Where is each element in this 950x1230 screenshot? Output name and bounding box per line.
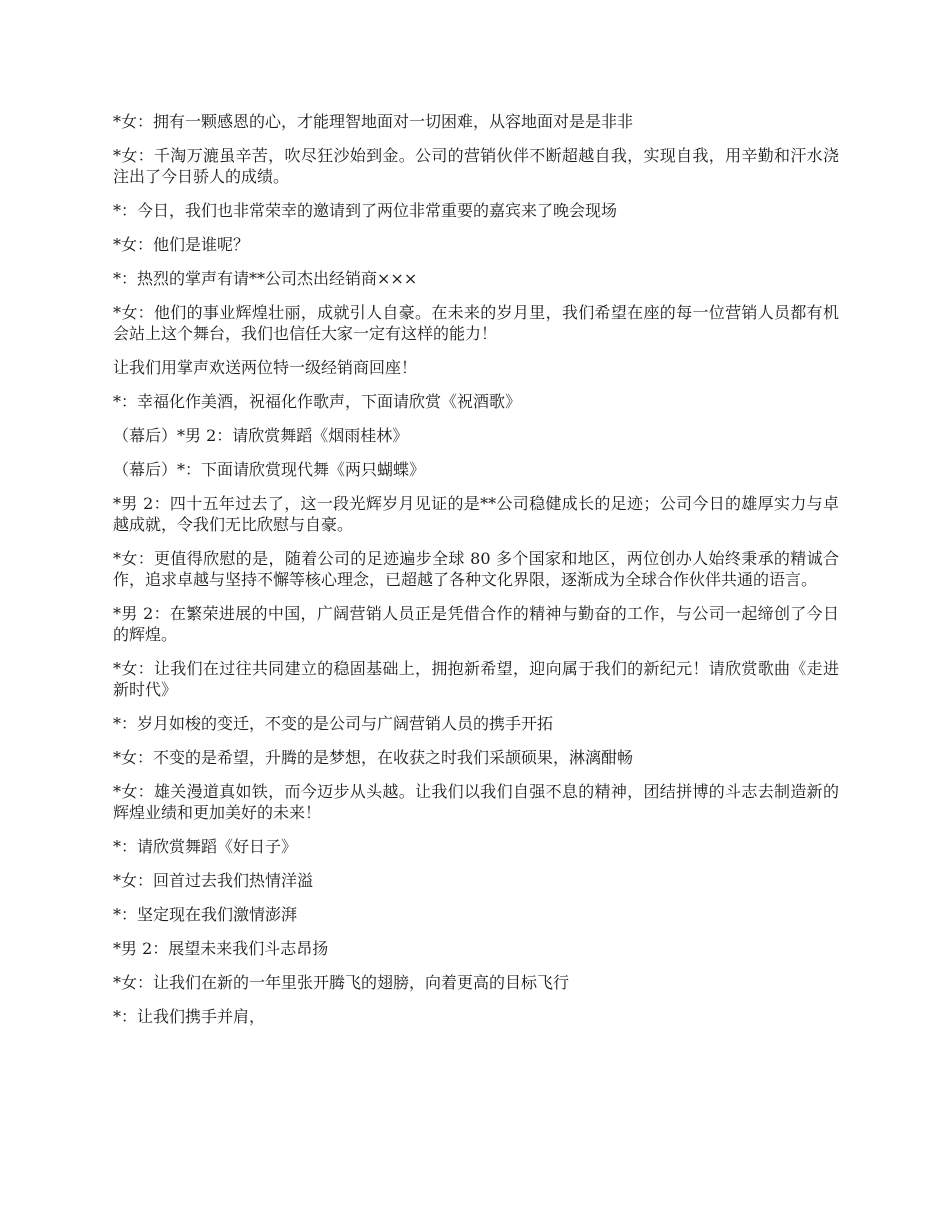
paragraph-14: *女：让我们在过往共同建立的稳固基础上，拥抱新希望，迎向属于我们的新纪元！请欣赏歌曲《走进新时代》 [113, 659, 839, 699]
paragraph-21: *男 2：展望未来我们斗志昂扬 [113, 939, 329, 958]
paragraph-2: *女：千淘万漉虽辛苦，吹尽狂沙始到金。公司的营销伙伴不断超越自我，实现自我，用辛勤和汗水浇注出了今日骄人的成绩。 [113, 146, 839, 186]
paragraph-17: *女：雄关漫道真如铁，而今迈步从头越。让我们以我们自强不息的精神，团结拼博的斗志去制造新的辉煌业绩和更加美好的未来！ [113, 782, 839, 822]
paragraph-12: *女：更值得欣慰的是，随着公司的足迹遍步全球 80 多个国家和地区，两位创办人始终秉承的精诚合作，追求卓越与坚持不懈等核心理念，已超越了各种文化界限，逐渐成为全球合作伙伴共通的语言。 [113, 549, 839, 589]
paragraph-11: *男 2：四十五年过去了，这一段光辉岁月见证的是**公司稳健成长的足迹；公司今日的雄厚实力与卓越成就，令我们无比欣慰与自豪。 [113, 494, 839, 534]
paragraph-16: *女：不变的是希望，升腾的是梦想，在收获之时我们采颉硕果，淋漓酣畅 [113, 748, 634, 767]
paragraph-1: *女：拥有一颗感恩的心，才能理智地面对一切困难，从容地面对是是非非 [113, 112, 634, 131]
paragraph-13: *男 2：在繁荣进展的中国，广阔营销人员正是凭借合作的精神与勤奋的工作，与公司一起缔创了今日的辉煌。 [113, 604, 839, 644]
paragraph-4: *女：他们是谁呢？ [113, 235, 250, 254]
paragraph-18: *：请欣赏舞蹈《好日子》 [113, 837, 298, 856]
paragraph-6: *女：他们的事业辉煌壮丽，成就引人自豪。在未来的岁月里，我们希望在座的每一位营销人员都有机会站上这个舞台，我们也信任大家一定有这样的能力！ [113, 303, 839, 343]
paragraph-22: *女：让我们在新的一年里张开腾飞的翅膀，向着更高的目标飞行 [113, 973, 570, 992]
paragraph-23: *：让我们携手并肩， [113, 1007, 266, 1026]
paragraph-20: *：坚定现在我们激情澎湃 [113, 905, 298, 924]
paragraph-19: *女：回首过去我们热情洋溢 [113, 871, 314, 890]
paragraph-8: *：幸福化作美酒，祝福化作歌声，下面请欣赏《祝酒歌》 [113, 392, 522, 411]
document-page [113, 111, 839, 1040]
paragraph-15: *：岁月如梭的变迁，不变的是公司与广阔营销人员的携手开拓 [113, 714, 554, 733]
paragraph-9: （幕后）*男 2：请欣赏舞蹈《烟雨桂林》 [113, 426, 409, 445]
paragraph-10: （幕后）*：下面请欣赏现代舞《两只蝴蝶》 [113, 460, 426, 479]
paragraph-7: 让我们用掌声欢送两位特一级经销商回座！ [113, 358, 418, 377]
paragraph-5: *：热烈的掌声有请**公司杰出经销商××× [113, 269, 418, 288]
paragraph-3: *：今日，我们也非常荣幸的邀请到了两位非常重要的嘉宾来了晚会现场 [113, 201, 618, 220]
